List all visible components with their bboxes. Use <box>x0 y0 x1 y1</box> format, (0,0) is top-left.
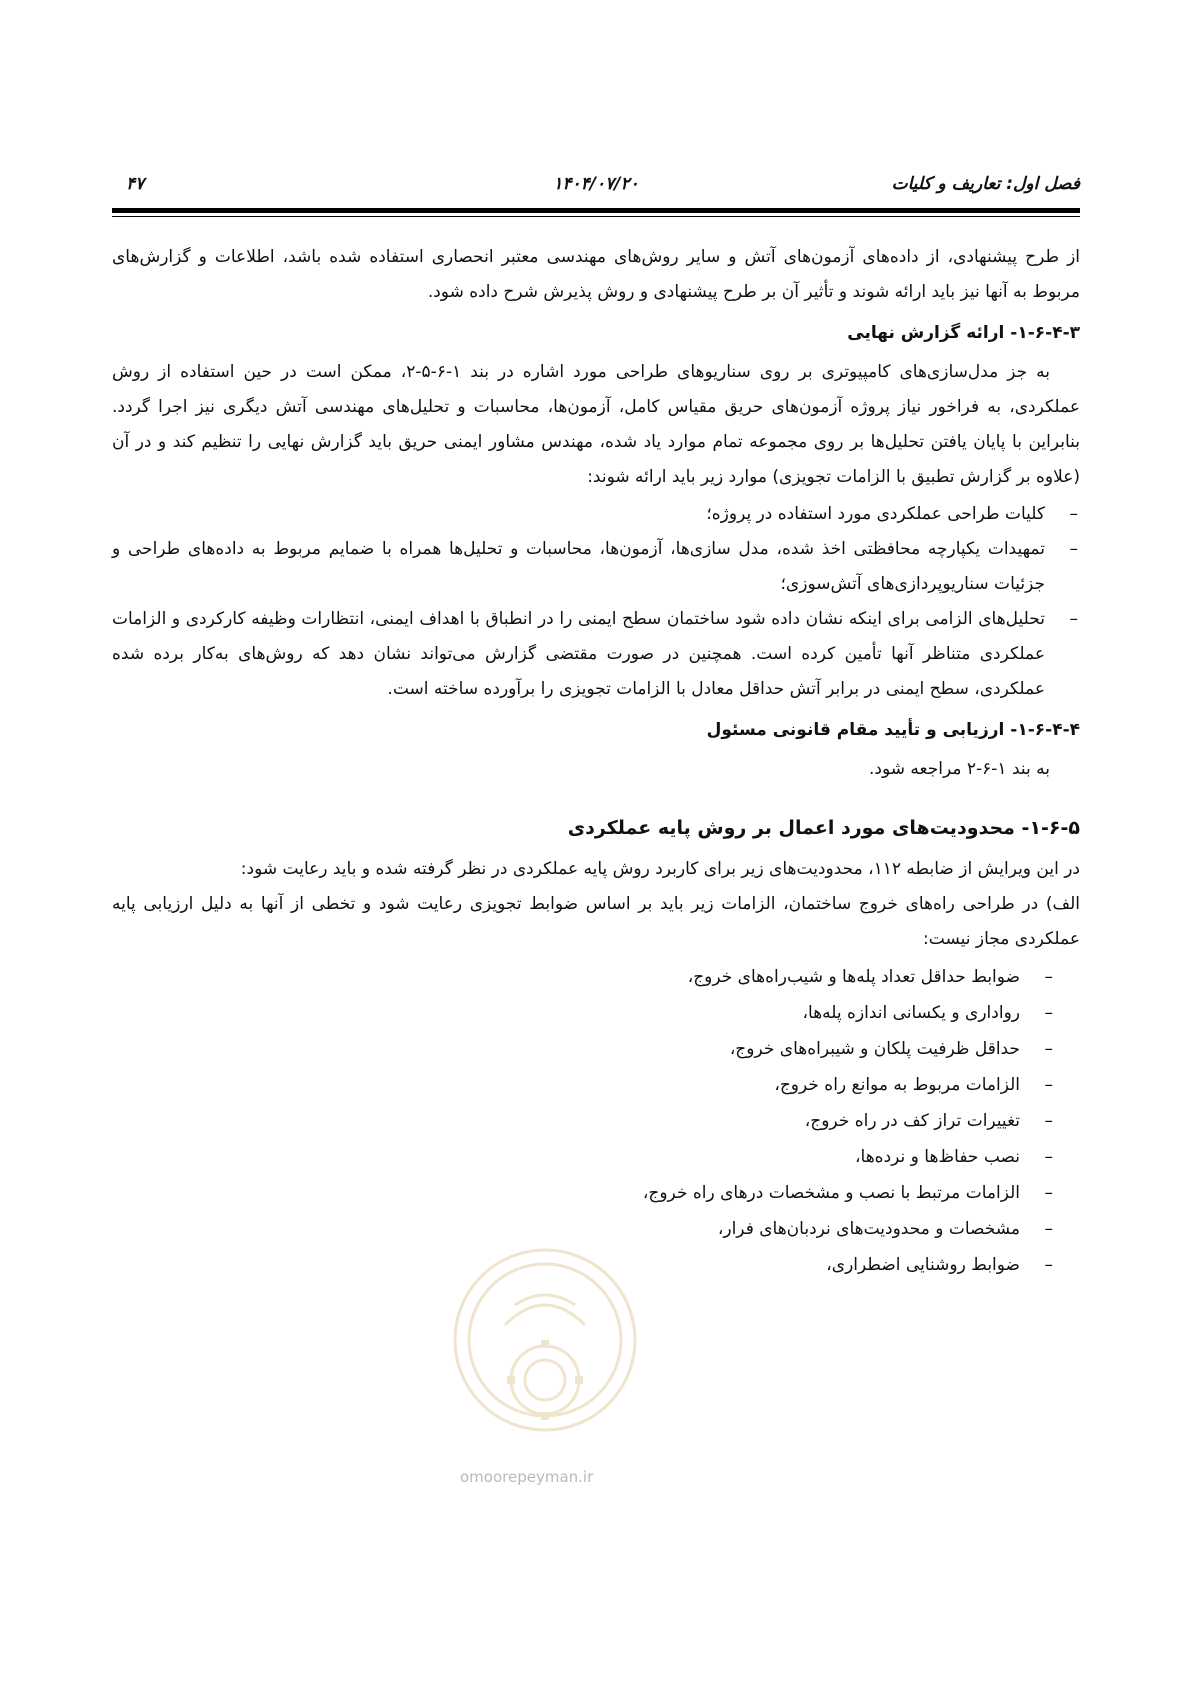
list-item <box>112 1139 1053 1175</box>
heading-final-report: ۱-۶-۴-۳- ارائه گزارش نهایی <box>847 323 1080 343</box>
dash-bullet: – <box>1044 1003 1053 1023</box>
list-item <box>112 602 1078 707</box>
intro-paragraph: از طرح پیشنهادی، از داده‌های آزمون‌های آتش و سایر روش‌های مهندسی معتبر انحصاری استفاده شده باشد، اطلاعات و گزارش‌های مربوط به آنها نیز باید ارائه شوند و تأثیر آن بر طرح پیشنهادی و روش پذیرش شرح داده شود. <box>112 247 1080 302</box>
running-header <box>112 168 1080 208</box>
list-item <box>112 497 1078 532</box>
list-item <box>112 995 1053 1031</box>
list-item-text: رواداری و یکسانی اندازه پله‌ها، <box>802 1003 1020 1023</box>
list-item <box>112 1211 1053 1247</box>
approval-paragraph: به بند ۱-۶-۲ مراجعه شود. <box>869 759 1050 779</box>
list-item <box>112 1175 1053 1211</box>
list-item <box>112 1067 1053 1103</box>
list-item-text: تغییرات تراز کف در راه خروج، <box>804 1111 1020 1131</box>
list-item-text: ضوابط حداقل تعداد پله‌ها و شیب‌راه‌های خروج، <box>687 967 1020 987</box>
header-rule-thick <box>112 208 1080 213</box>
dash-bullet: – <box>1044 1039 1053 1059</box>
page-body <box>112 240 1080 1287</box>
list-item-text: حداقل ظرفیت پلکان و شیبراه‌های خروج، <box>729 1039 1020 1059</box>
dash-bullet: – <box>1044 1111 1053 1131</box>
dash-bullet: – <box>1044 1075 1053 1095</box>
final-report-list <box>112 497 1080 707</box>
watermark-url: omoorepeyman.ir <box>460 1468 594 1486</box>
limitations-paragraph-1: در این ویرایش از ضابطه ۱۱۲، محدودیت‌های زیر برای کاربرد روش پایه عملکردی در نظر گرفته شده و باید رعایت شود: <box>240 859 1080 879</box>
chapter-title: فصل اول: تعاریف و کلیات <box>891 174 1080 194</box>
dash-bullet: – <box>1069 609 1078 629</box>
dash-bullet: – <box>1044 967 1053 987</box>
list-item-text: ضوابط روشنایی اضطراری، <box>826 1255 1020 1275</box>
dash-bullet: – <box>1044 1183 1053 1203</box>
heading-approval: ۱-۶-۴-۴- ارزیابی و تأیید مقام قانونی مسئول <box>706 720 1080 740</box>
dash-bullet: – <box>1069 539 1078 559</box>
header-rule-thin <box>112 216 1080 217</box>
exit-requirements-list <box>112 959 1080 1283</box>
list-item-text: الزامات مربوط به موانع راه خروج، <box>774 1075 1020 1095</box>
page-number: ۴۷ <box>126 174 145 194</box>
dash-bullet: – <box>1044 1147 1053 1167</box>
list-item-text: الزامات مرتبط با نصب و مشخصات درهای راه خروج، <box>642 1183 1020 1203</box>
list-item <box>112 532 1078 602</box>
final-report-paragraph: به جز مدل‌سازی‌های کامپیوتری بر روی سناریوهای طراحی مورد اشاره در بند ۱-۶-۵-۲، ممکن است در حین استفاده از روش عملکردی، به فراخور نیاز پروژه آزمون‌های حریق مقیاس کامل، آزمون‌ها، محاسبات و تحلیل‌های مهندسی آتش دیگری نیز اجرا گردد. بنابراین با پایان یافتن تحلیل‌ها بر روی مجموعه تمام موارد یاد شده، مهندس مشاور ایمنی حریق باید گزارش نهایی را تنظیم کند و در آن (علاوه بر گزارش تطبیق با الزامات تجویزی) موارد زیر باید ارائه شوند: <box>112 362 1080 487</box>
list-item-text: کلیات طراحی عملکردی مورد استفاده در پروژه؛ <box>706 504 1045 524</box>
list-item-text: مشخصات و محدودیت‌های نردبان‌های فرار، <box>717 1219 1020 1239</box>
list-item-text: تمهیدات یکپارچه محافظتی اخذ شده، مدل سازی‌ها، آزمون‌ها، محاسبات و تحلیل‌ها همراه با ضمایم مربوط به داده‌های طراحی و جزئیات سناریوپردازی‌های آتش‌سوزی؛ <box>112 539 1045 594</box>
list-item-text: تحلیل‌های الزامی برای اینکه نشان داده شود ساختمان سطح ایمنی را در انطباق با اهداف ایمنی، انتظارات وظیفه کارکردی و الزامات عملکردی متناظر آنها تأمین کرده است. همچنین در صورت مقتضی گزارش می‌تواند نشان دهد که روش‌های به‌کار برده شده عملکردی، سطح ایمنی در برابر آتش حداقل معادل با الزامات تجویزی را برآورده ساخته است. <box>112 609 1045 699</box>
dash-bullet: – <box>1044 1219 1053 1239</box>
list-item <box>112 1031 1053 1067</box>
list-item <box>112 1103 1053 1139</box>
header-date: ۱۴۰۴/۰۷/۲۰ <box>553 174 639 194</box>
list-item <box>112 959 1053 995</box>
heading-limitations: ۱-۶-۵- محدودیت‌های مورد اعمال بر روش پایه عملکردی <box>567 817 1080 839</box>
limitations-paragraph-2: الف) در طراحی راه‌های خروج ساختمان، الزامات زیر باید بر اساس ضوابط تجویزی رعایت شود و تخطی از آنها به دلیل ارزیابی پایه عملکردی مجاز نیست: <box>112 894 1080 949</box>
list-item-text: نصب حفاظ‌ها و نرده‌ها، <box>855 1147 1020 1167</box>
document-page <box>112 0 1080 1684</box>
dash-bullet: – <box>1044 1255 1053 1275</box>
dash-bullet: – <box>1069 504 1078 524</box>
list-item <box>112 1247 1053 1283</box>
